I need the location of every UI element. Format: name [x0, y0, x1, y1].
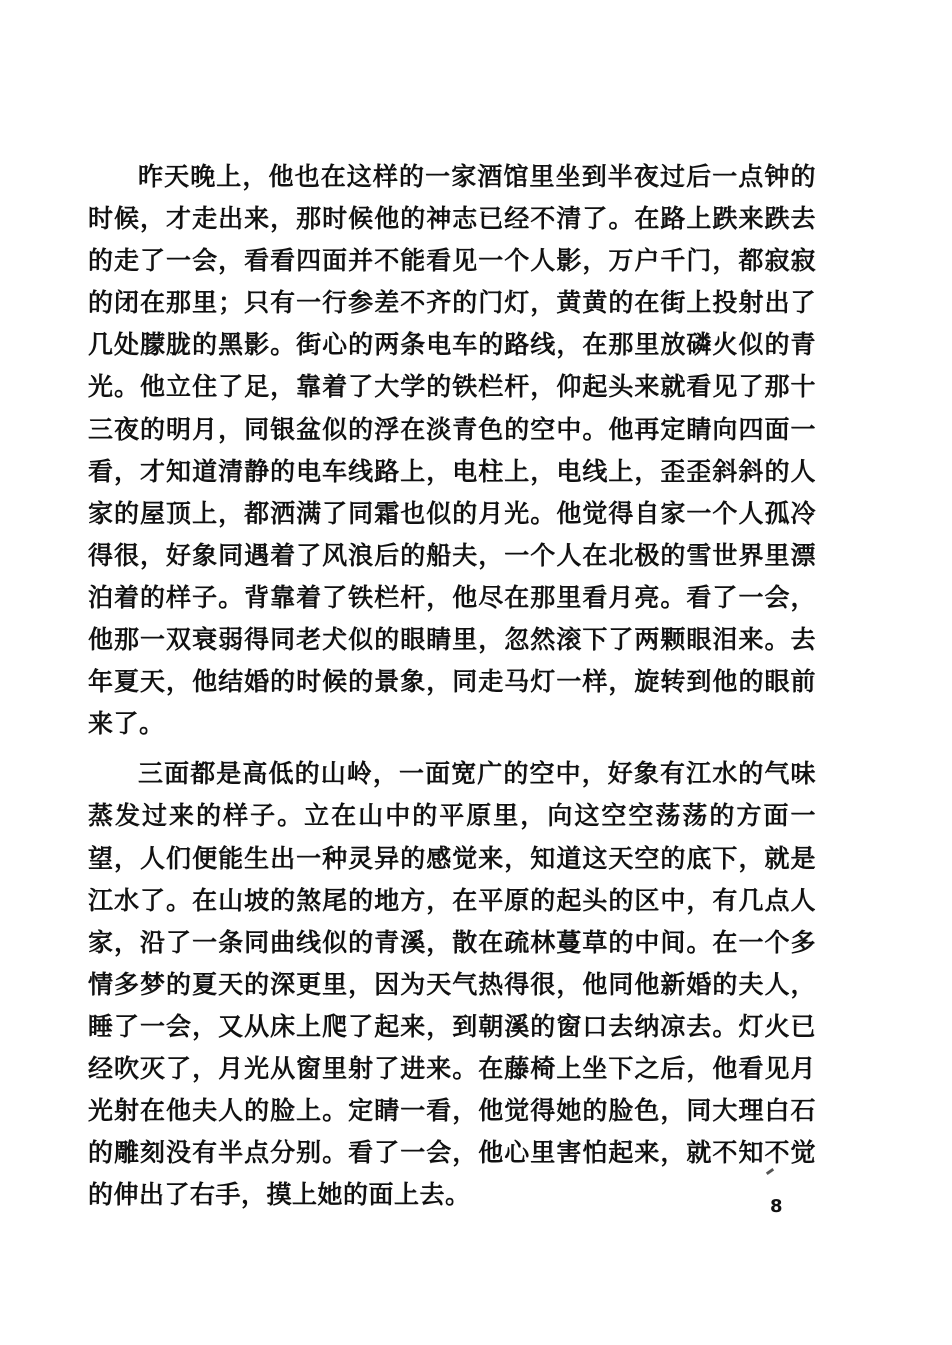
page-number: 8	[770, 1196, 783, 1217]
paragraph-2: 三面都是高低的山岭，一面宽广的空中，好象有江水的气味蒸发过来的样子。立在山中的平原里，向这空空荡荡的方面一望，人们便能生出一种灵异的感觉来，知道这天空的底下，就是江水了。在山坡的煞尾的地方，在平原的起头的区中，有几点人家，沿了一条同曲线似的青溪，散在疏林蔓草的中间。在一个多情多梦的夏天的深更里，因为天气热得很，他同他新婚的夫人，睡了一会，又从床上爬了起来，到朝溪的窗口去纳凉去。灯火已经吹灭了，月光从窗里射了进来。在藤椅上坐下之后，他看见月光射在他夫人的脸上。定睛一看，他觉得她的脸色，同大理白石的雕刻没有半点分别。看了一会，他心里害怕起来，就不知不觉的伸出了右手，摸上她的面上去。	[88, 759, 816, 1210]
paragraph-1: 昨天晚上，他也在这样的一家酒馆里坐到半夜过后一点钟的时候，才走出来，那时候他的神志已经不清了。在路上跌来跌去的走了一会，看看四面并不能看见一个人影，万户千门，都寂寂的闭在那里；只有一行参差不齐的门灯，黄黄的在街上投射出了几处朦胧的黑影。街心的两条电车的路线，在那里放磷火似的青光。他立住了足，靠着了大学的铁栏杆，仰起头来就看见了那十三夜的明月，同银盆似的浮在淡青色的空中。他再定睛向四面一看，才知道清静的电车线路上，电柱上，电线上，歪歪斜斜的人家的屋顶上，都洒满了同霜也似的月光。他觉得自家一个人孤冷得很，好象同遇着了风浪后的船夫，一个人在北极的雪世界里漂泊着的样子。背靠着了铁栏杆，他尽在那里看月亮。看了一会，他那一双衰弱得同老犬似的眼睛里，忽然滚下了两颗眼泪来。去年夏天，他结婚的时候的景象，同走马灯一样，旋转到他的眼前来了。	[88, 162, 816, 739]
body-text	[88, 156, 816, 1216]
